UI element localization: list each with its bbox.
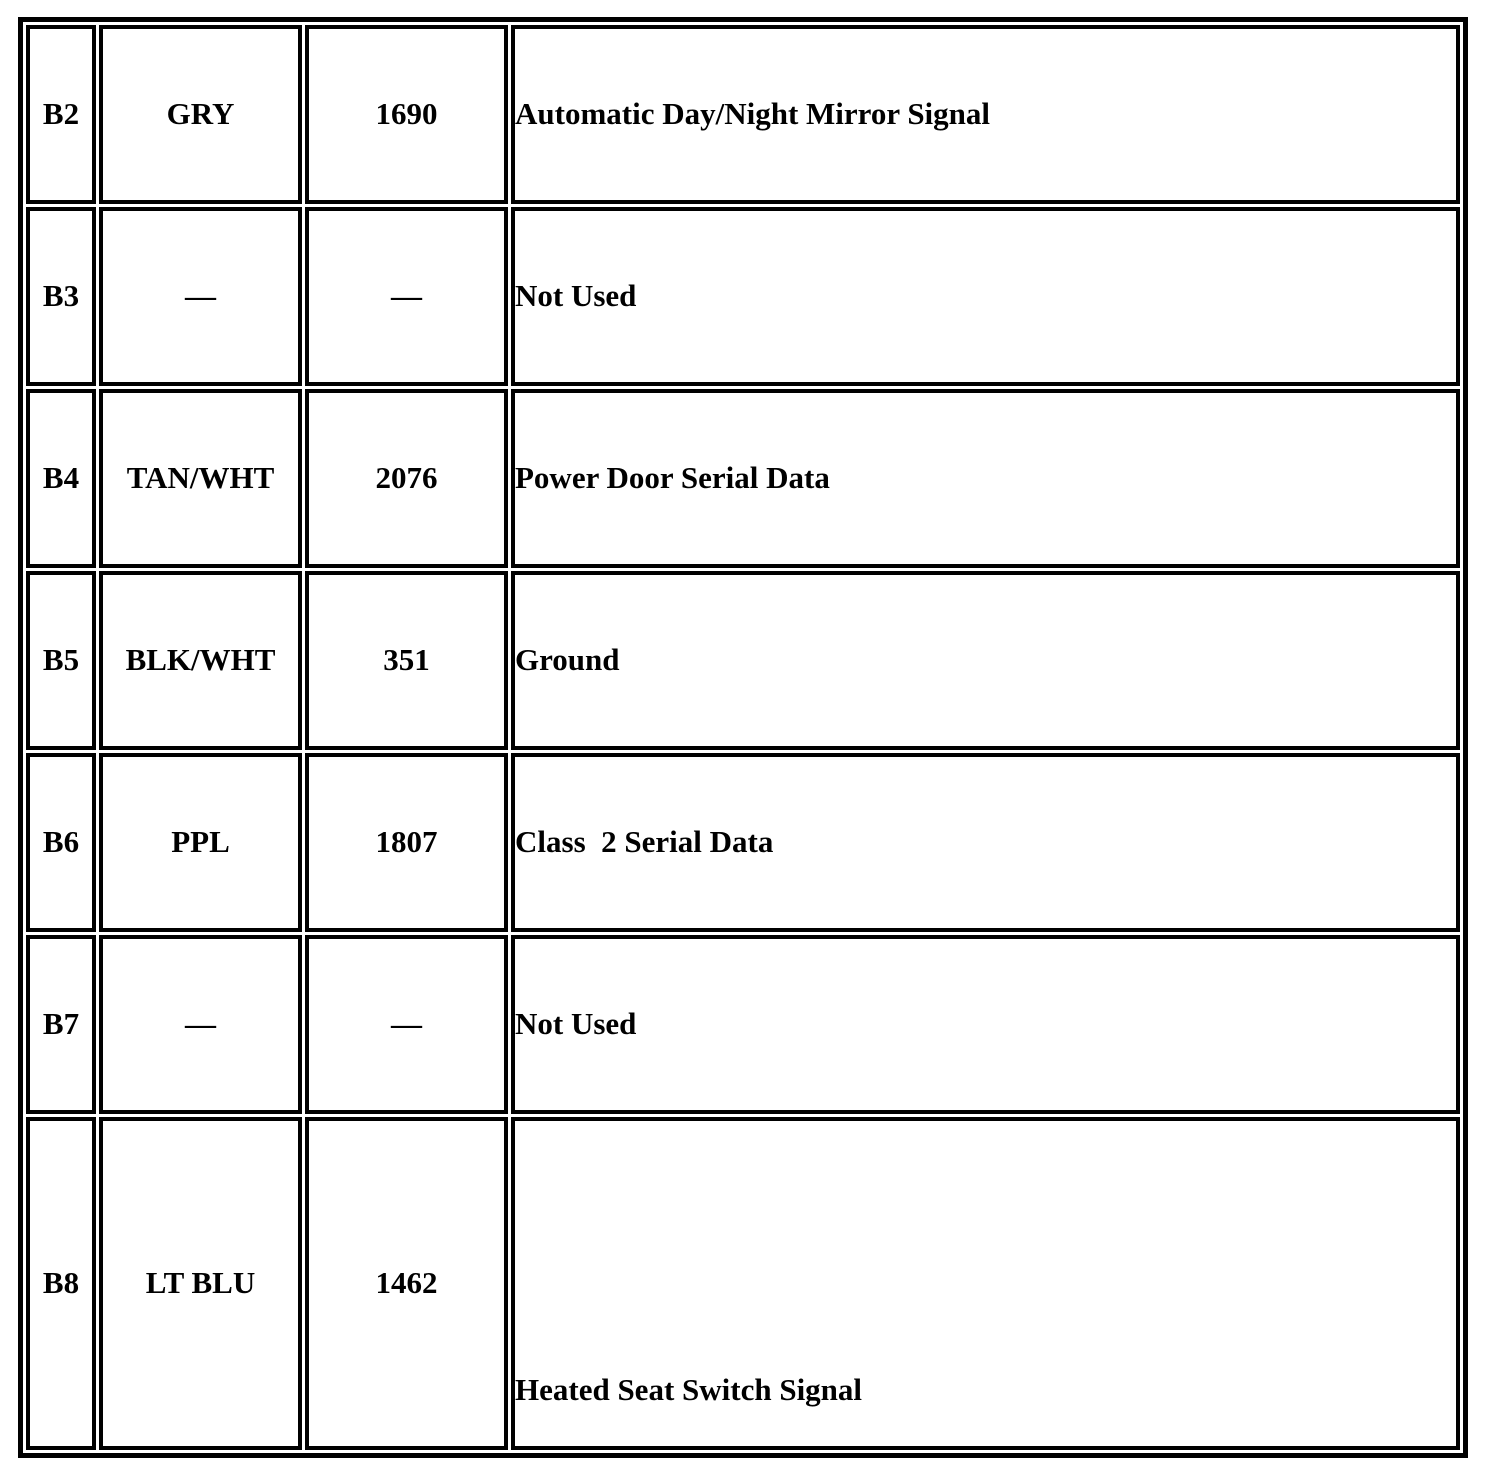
wire-color-cell: — bbox=[99, 207, 302, 386]
function-cell: Automatic Day/Night Mirror Signal bbox=[511, 25, 1460, 204]
pin-cell: B8 bbox=[26, 1117, 96, 1450]
table-row bbox=[26, 1117, 1460, 1450]
table-row bbox=[26, 935, 1460, 1114]
pin-cell: B2 bbox=[26, 25, 96, 204]
pin-cell: B7 bbox=[26, 935, 96, 1114]
wire-color-cell: TAN/WHT bbox=[99, 389, 302, 568]
circuit-number-cell: — bbox=[305, 935, 508, 1114]
table-row bbox=[26, 25, 1460, 204]
circuit-number-cell: 351 bbox=[305, 571, 508, 750]
pin-cell: B4 bbox=[26, 389, 96, 568]
table-row bbox=[26, 753, 1460, 932]
wire-color-cell: LT BLU bbox=[99, 1117, 302, 1450]
circuit-number-cell: 2076 bbox=[305, 389, 508, 568]
wire-color-cell: PPL bbox=[99, 753, 302, 932]
table-row bbox=[26, 571, 1460, 750]
pin-cell: B5 bbox=[26, 571, 96, 750]
circuit-number-cell: — bbox=[305, 207, 508, 386]
table-row bbox=[26, 389, 1460, 568]
function-cell: Class 2 Serial Data bbox=[511, 753, 1460, 932]
function-cell: Not Used bbox=[511, 207, 1460, 386]
circuit-number-cell: 1807 bbox=[305, 753, 508, 932]
pin-cell: B3 bbox=[26, 207, 96, 386]
function-cell: Power Door Serial Data bbox=[511, 389, 1460, 568]
wire-color-cell: BLK/WHT bbox=[99, 571, 302, 750]
wire-color-cell: — bbox=[99, 935, 302, 1114]
function-cell: Not Used bbox=[511, 935, 1460, 1114]
wire-color-cell: GRY bbox=[99, 25, 302, 204]
circuit-number-cell: 1462 bbox=[305, 1117, 508, 1450]
connector-pinout-table bbox=[18, 17, 1468, 1458]
pinout-table bbox=[23, 22, 1463, 1453]
pin-cell: B6 bbox=[26, 753, 96, 932]
function-cell: Ground bbox=[511, 571, 1460, 750]
function-cell: Heated Seat Switch Signal bbox=[511, 1117, 1460, 1450]
circuit-number-cell: 1690 bbox=[305, 25, 508, 204]
table-row bbox=[26, 207, 1460, 386]
